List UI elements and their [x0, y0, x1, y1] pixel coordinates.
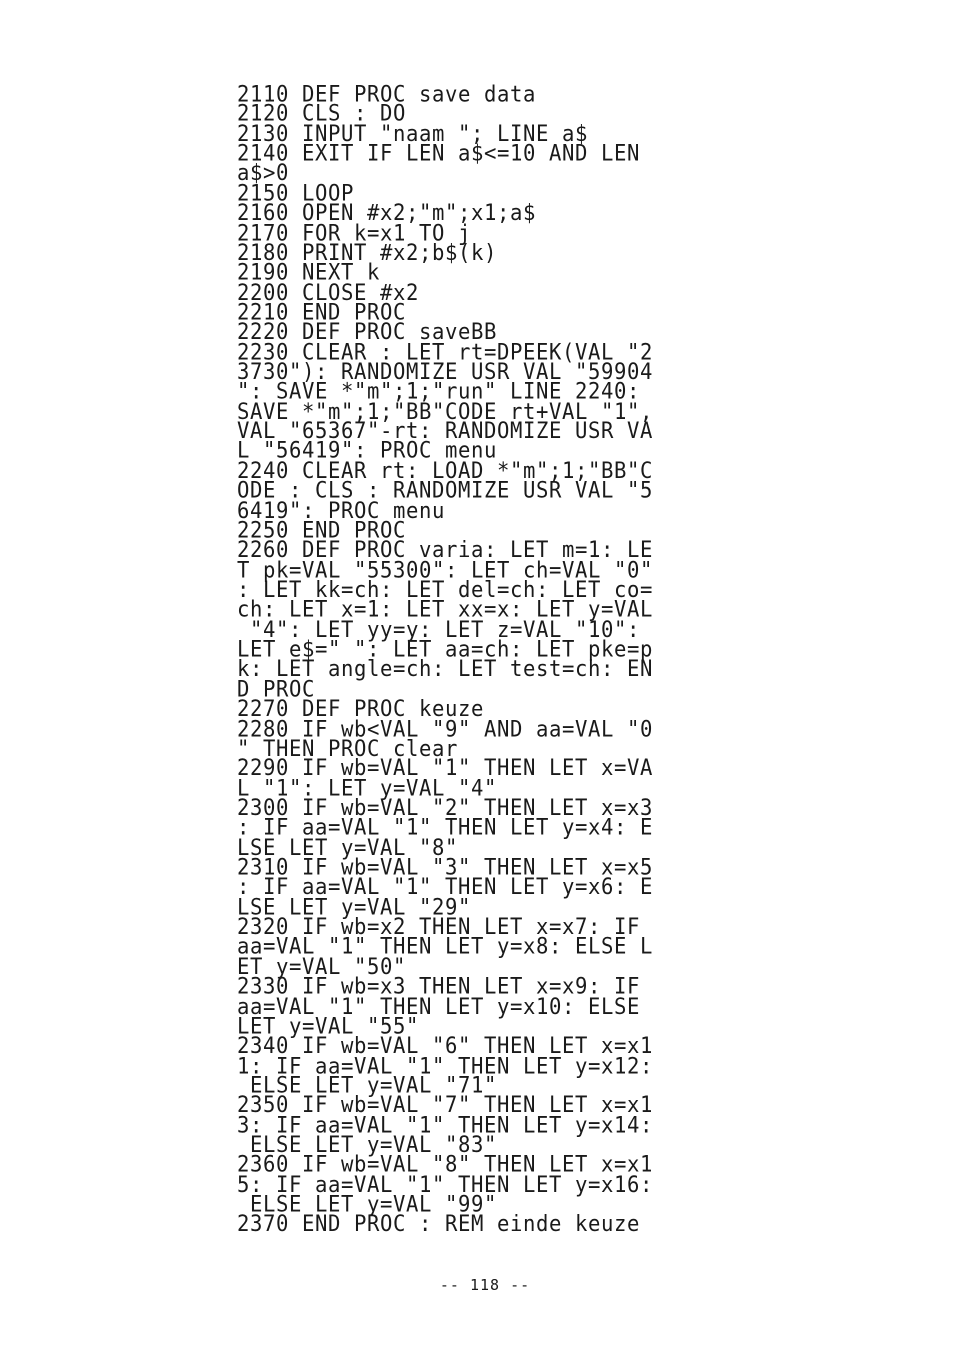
- code-line: 2300 IF wb=VAL "2" THEN LET x=x3: [237, 794, 653, 821]
- code-line: 2130 INPUT "naam "; LINE a$: [237, 120, 588, 147]
- code-line: "4": LET yy=y: LET z=VAL "10":: [237, 616, 640, 643]
- code-line: " THEN PROC clear: [237, 735, 458, 762]
- code-line: aa=VAL "1" THEN LET y=x10: ELSE: [237, 992, 640, 1019]
- code-line: 2220 DEF PROC saveBB: [237, 318, 497, 345]
- code-line: VAL "65367"-rt: RANDOMIZE USR VA: [237, 417, 653, 444]
- code-line: L "1": LET y=VAL "4": [237, 774, 497, 801]
- code-line: 6419": PROC menu: [237, 497, 445, 524]
- code-line: : LET kk=ch: LET del=ch: LET co=: [237, 576, 653, 603]
- code-line: : IF aa=VAL "1" THEN LET y=x6: E: [237, 873, 653, 900]
- code-line: ELSE LET y=VAL "71": [237, 1072, 497, 1099]
- code-line: 2270 DEF PROC keuze: [237, 695, 484, 722]
- code-line: LSE LET y=VAL "8": [237, 834, 458, 861]
- code-line: 5: IF aa=VAL "1" THEN LET y=x16:: [237, 1171, 653, 1198]
- code-line: ELSE LET y=VAL "83": [237, 1131, 497, 1158]
- code-line: 2310 IF wb=VAL "3" THEN LET x=x5: [237, 854, 653, 880]
- code-line: 2340 IF wb=VAL "6" THEN LET x=x1: [237, 1032, 653, 1059]
- page-number: -- 118 --: [439, 1276, 531, 1294]
- code-line: 1: IF aa=VAL "1" THEN LET y=x12:: [237, 1052, 653, 1079]
- code-line: 2180 PRINT #x2;b$(k): [237, 239, 497, 266]
- code-line: ODE : CLS : RANDOMIZE USR VAL "5: [237, 477, 653, 504]
- code-line: D PROC: [237, 675, 315, 702]
- code-line: 2150 LOOP: [237, 179, 354, 206]
- code-line: L "56419": PROC menu: [237, 437, 497, 464]
- code-line: 2230 CLEAR : LET rt=DPEEK(VAL "2: [237, 338, 653, 365]
- code-line: 2200 CLOSE #x2: [237, 279, 419, 305]
- basic-program-listing: [237, 80, 749, 1237]
- code-line: SAVE *"m";1;"BB"CODE rt+VAL "1",: [237, 398, 653, 424]
- code-line: 2110 DEF PROC save data: [237, 80, 536, 107]
- code-line: aa=VAL "1" THEN LET y=x8: ELSE L: [237, 933, 653, 960]
- code-line: 2280 IF wb<VAL "9" AND aa=VAL "0: [237, 715, 653, 742]
- code-line: ELSE LET y=VAL "99": [237, 1191, 497, 1218]
- code-line: 2350 IF wb=VAL "7" THEN LET x=x1: [237, 1091, 653, 1118]
- code-line: 2250 END PROC: [237, 516, 406, 543]
- code-line: k: LET angle=ch: LET test=ch: EN: [237, 655, 653, 682]
- code-line: 2370 END PROC : REM einde keuze: [237, 1210, 640, 1237]
- code-line: 2330 IF wb=x3 THEN LET x=x9: IF: [237, 973, 640, 999]
- code-line: LET e$=" ": LET aa=ch: LET pke=p: [237, 635, 653, 662]
- code-line: 3: IF aa=VAL "1" THEN LET y=x14:: [237, 1111, 653, 1138]
- code-line: ": SAVE *"m";1;"run" LINE 2240:: [237, 378, 640, 405]
- code-line: 2210 END PROC: [237, 298, 406, 325]
- code-line: 2240 CLEAR rt: LOAD *"m";1;"BB"C: [237, 457, 653, 484]
- code-line: LSE LET y=VAL "29": [237, 893, 471, 920]
- code-line: LET y=VAL "55": [237, 1012, 419, 1039]
- code-line: 2140 EXIT IF LEN a$<=10 AND LEN: [237, 140, 640, 167]
- code-line: 2120 CLS : DO: [237, 100, 406, 127]
- code-line: ch: LET x=1: LET xx=x: LET y=VAL: [237, 596, 653, 623]
- code-line: a$>0: [237, 160, 289, 186]
- code-line: 2360 IF wb=VAL "8" THEN LET x=x1: [237, 1151, 653, 1178]
- code-line: ET y=VAL "50": [237, 953, 406, 980]
- code-line: 2320 IF wb=x2 THEN LET x=x7: IF: [237, 913, 640, 940]
- code-line: 2190 NEXT k: [237, 259, 380, 286]
- code-line: 2170 FOR k=x1 TO j: [237, 219, 471, 246]
- code-line: 2290 IF wb=VAL "1" THEN LET x=VA: [237, 754, 653, 781]
- code-line: : IF aa=VAL "1" THEN LET y=x4: E: [237, 814, 653, 841]
- code-line: 2260 DEF PROC varia: LET m=1: LE: [237, 536, 653, 563]
- code-line: T pk=VAL "55300": LET ch=VAL "0": [237, 556, 653, 583]
- code-line: 3730"): RANDOMIZE USR VAL "59904: [237, 358, 653, 385]
- code-line: 2160 OPEN #x2;"m";x1;a$: [237, 199, 536, 226]
